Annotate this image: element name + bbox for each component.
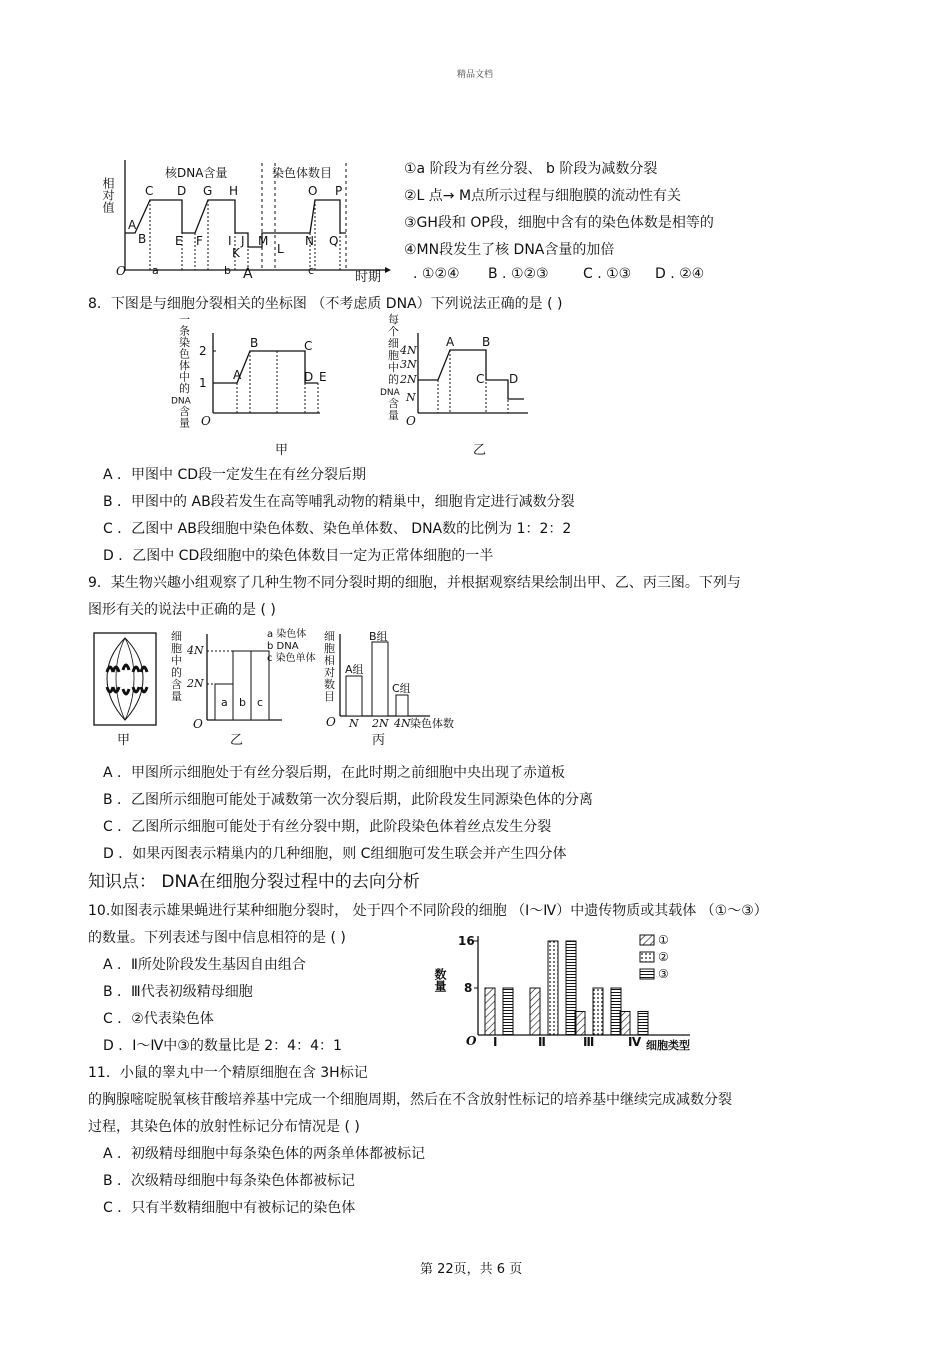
q10-option-B: B ．Ⅲ代表初级精母细胞 [103,984,253,1000]
q8-yi-figure [378,313,548,458]
q9-stem-1: 9．某生物兴趣小组观察了几种生物不同分裂时期的细胞，并根据观察结果绘制出甲、乙、丙三图。下列与 [88,575,741,591]
q8-yi-tick-4N: 4N [400,344,417,357]
q8-jia-pt-A: A [233,368,242,382]
ylabel-char: DNA [171,396,191,407]
q10-bar-Ⅰ-s3 [503,988,513,1035]
q10-option-A: A ．Ⅱ所处阶段发生基因自由组合 [103,957,306,973]
q9-yi-bar-a: a [221,696,228,709]
ylabel-char: 相 [324,654,335,667]
ylabel-char: 中 [388,361,399,374]
q8-jia-caption: 甲 [275,443,289,458]
q9-bing-xtick-2N: 2N [372,717,389,730]
q7-statement-4: ④MN段发生了核 DNA含量的加倍 [404,242,615,258]
q8-option-B: B ．甲图中的 AB段若发生在高等哺乳动物的精巢中，细胞肯定进行减数分裂 [103,494,575,510]
q11-option-A: A ．初级精母细胞中每条染色体的两条单体都被标记 [103,1146,426,1162]
q10-option-D: D ．Ⅰ～Ⅳ中③的数量比是 2：4：4：1 [103,1038,342,1054]
q9-bing-xtick-N: N [349,717,359,730]
q9-option-D: D ．如果丙图表示精巢内的几种细胞，则 C组细胞可发生联会并产生四分体 [103,846,567,862]
q11-line-2: 的胸腺嘧啶脱氧核苷酸培养基中完成一个细胞周期，然后在不含放射性标记的培养基中继续完成减数分裂 [88,1092,732,1108]
q7-pt-L: L [277,242,284,256]
ylabel-char: 的 [171,666,182,679]
q7-pt-D: D [177,184,187,198]
q9-yi-bar-c: c [257,696,264,709]
q7-seg-a: a [152,264,159,277]
q9-bing-caption: 丙 [372,733,386,748]
q10-ytick-8: 8 [464,981,473,995]
q8-option-C: C ．乙图中 AB段细胞中染色体数、染色单体数、 DNA数的比例为 1：2：2 [103,521,572,537]
q10-bar-Ⅳ-s1 [620,1012,630,1036]
q10-bar-Ⅲ-s1 [575,1012,585,1036]
ylabel-char: 染 [179,336,190,349]
ylabel-char: 体 [179,359,190,372]
q10-xtick-0: Ⅰ [493,1035,498,1049]
q10-ytick-16: 16 [458,934,475,948]
q7-ylabel: 相对值 [101,177,115,213]
q7-pt-Q: Q [329,234,339,248]
q11-line-1: 11．小鼠的睾丸中一个精原细胞在含 3H标记 [88,1065,368,1081]
ylabel-char: 胞 [171,642,182,655]
q8-jia-pt-B: B [250,336,259,350]
q9-yi-caption: 乙 [230,733,244,748]
q7-pt-N: N [305,234,314,248]
q10-ylabel: 数量 [433,968,447,992]
ylabel-char: 胞 [324,642,335,655]
q7-pt-A: A [128,218,137,232]
ylabel-char: 的 [179,382,190,395]
q11-option-C: C ．只有半数精细胞中有被标记的染色体 [103,1200,356,1216]
ylabel-char: 细 [171,630,182,643]
ylabel-char: 个 [388,325,399,338]
ylabel-char: 中 [171,654,182,667]
q8-yi-pt-D: D [509,372,519,386]
ylabel-char: 量 [179,416,190,430]
q9-bing-xlabel: 染色体数 [410,717,454,730]
section-heading: 知识点： DNA在细胞分裂过程中的去向分析 [88,872,420,892]
q9-option-C: C ．乙图所示细胞可能处于有丝分裂中期，此阶段染色体着丝点发生分裂 [103,819,552,835]
q8-yi-pt-A: A [446,335,455,349]
q9-yi-legend-b: b DNA [267,641,299,652]
q9-yi-figure [167,626,327,746]
q10-legend-2: ② [658,950,669,964]
ylabel-char: 一 [179,313,190,326]
q9-yi-origin: O [193,717,203,731]
ylabel-char: 胞 [388,349,399,362]
q10-bar-Ⅰ-s1 [485,988,495,1035]
q7-seg-b: b [224,264,231,277]
q8-yi-tick-3N: 3N [400,358,417,371]
q8-jia-figure [171,313,365,458]
q9-yi-ylabel [171,630,182,703]
ylabel-char: 的 [388,373,399,386]
q7-title-left: 核DNA含量 [165,166,228,180]
q8-yi-pt-C: C [476,372,485,386]
q10-origin: O [466,1034,477,1048]
q7-pt-J: J [241,234,245,248]
ylabel-char: 目 [324,690,335,703]
q10-option-C: C ．②代表染色体 [103,1011,214,1027]
q8-jia-tick-2: 2 [199,344,207,358]
q7-pt-P: P [335,184,343,198]
ylabel-char: 中 [179,370,190,384]
q9-yi-tick-2N: 2N [187,677,204,690]
q8-yi-ylabel [380,312,401,422]
q10-stem-2: 的数量。下列表述与图中信息相符的是 ( ) [88,930,346,946]
q7-option-B: B . ①②③ [488,266,549,282]
q11-line-3: 过程，其染色体的放射性标记分布情况是 ( ) [88,1119,360,1135]
q7-pt-B: B [138,232,147,246]
q7-origin: O [116,264,126,278]
q8-option-D: D ．乙图中 CD段细胞中的染色体数目一定为正常体细胞的一半 [103,548,494,564]
q7-option-C: C . ①③ [583,266,632,282]
q8-yi-caption: 乙 [473,443,487,458]
q8-option-A: A ．甲图中 CD段一定发生在有丝分裂后期 [103,467,367,483]
q10-xlabel: 细胞类型 [646,1039,690,1052]
ylabel-char: 数 [324,678,335,691]
q10-bar-Ⅲ-s2 [593,988,603,1035]
q7-pt-O: O [308,184,318,198]
q8-jia-pt-D: D [304,370,314,384]
q9-yi-tick-4N: 4N [187,644,204,657]
q9-yi-bar-b: b [239,696,246,709]
q7-pt-K: K [232,246,240,260]
ylabel-char: 条 [179,324,190,338]
page-footer: 第 22页，共 6 页 [420,1262,523,1277]
q10-bar-Ⅳ-s3 [638,1012,648,1036]
q9-bing-origin: O [326,715,336,729]
ylabel-char: 色 [179,347,190,361]
q10-stem-1: 10.如图表示雄果蝇进行某种细胞分裂时， 处于四个不同阶段的细胞 （Ⅰ～Ⅳ）中遗传物质或其载体 （①～③） [88,903,768,919]
ylabel-char: 量 [171,690,182,703]
q7-statement-1: ①a 阶段为有丝分裂、 b 阶段为减数分裂 [404,161,658,177]
ylabel-char: 对 [324,666,335,679]
q8-jia-pt-E: E [319,370,327,384]
ylabel-char: DNA [380,388,400,398]
q10-xtick-1: Ⅱ [538,1035,546,1049]
q9-bing-figure [320,626,470,746]
q7-pt-H: H [229,184,239,198]
q8-yi-pt-B: B [482,335,491,349]
q8-jia-pt-C: C [304,339,313,353]
q7-option-A: . ①②④ [413,266,460,282]
q9-bing-xtick-4N: 4N [394,717,411,730]
q9-option-A: A ．甲图所示细胞处于有丝分裂后期，在此时期之前细胞中央出现了赤道板 [103,765,566,781]
ylabel-char: 每 [388,313,399,326]
ylabel-char: 含 [171,678,182,691]
q7-title-right: 染色体数目 [272,166,333,180]
q8-jia-ylabel [171,313,192,430]
page-header: 精品文档 [457,70,494,80]
q10-bar-Ⅱ-s1 [530,988,540,1035]
q11-option-B: B ．次级精母细胞中每条染色体都被标记 [103,1173,356,1189]
q8-yi-tick-2N: 2N [400,373,417,386]
q9-bing-group-A: A组 [345,663,364,676]
q7-statement-2: ②L 点→ M点所示过程与细胞膜的流动性有关 [404,188,682,204]
q9-option-B: B ．乙图所示细胞可能处于减数第一次分裂后期，此阶段发生同源染色体的分离 [103,792,594,808]
q10-legend-3: ③ [658,967,669,981]
q9-jia-caption: 甲 [117,733,131,748]
q7-statement-3: ③GH段和 OP段，细胞中含有的染色体数是相等的 [404,215,714,231]
q8-yi-origin: O [406,414,416,428]
q9-bing-group-C: C组 [392,682,411,695]
q9-jia-cell-figure [93,632,163,752]
q7-option-A-letter: A [243,266,253,282]
q10-bar-Ⅱ-s2 [548,941,558,1035]
q7-option-D: D . ②④ [655,266,705,282]
q9-yi-legend-c: c 染色单体 [267,653,316,664]
ylabel-char: 含 [179,405,190,418]
ylabel-char: 量 [388,409,399,422]
q9-stem-2: 图形有关的说法中正确的是 ( ) [88,602,276,618]
q10-legend-1: ① [658,933,669,947]
q9-bing-ylabel [324,630,335,703]
ylabel-char: 细 [388,337,399,350]
ylabel-char: 含 [388,397,399,410]
q10-xtick-2: Ⅲ [583,1035,595,1049]
q7-pt-F: F [196,234,203,248]
q7-pt-E: E [175,234,183,248]
q8-jia-origin: O [201,414,211,428]
q7-pt-C: C [145,184,154,198]
q10-chart [433,928,700,1053]
q8-yi-tick-N: N [406,391,416,404]
q7-pt-I: I [228,234,232,248]
q7-xlabel: 时期 [355,270,382,285]
q7-pt-M: M [258,234,269,248]
q7-pt-G: G [203,184,213,198]
q8-jia-tick-1: 1 [199,376,207,390]
ylabel-char: 细 [324,630,335,643]
q9-bing-group-B: B组 [369,630,388,643]
q7-seg-c: c [308,264,315,277]
q8-stem: 8．下图是与细胞分裂相关的坐标图 （不考虑质 DNA）下列说法正确的是 ( ) [88,296,563,312]
q9-yi-legend-a: a 染色体 [267,629,307,640]
q10-xtick-3: Ⅳ [628,1035,642,1049]
